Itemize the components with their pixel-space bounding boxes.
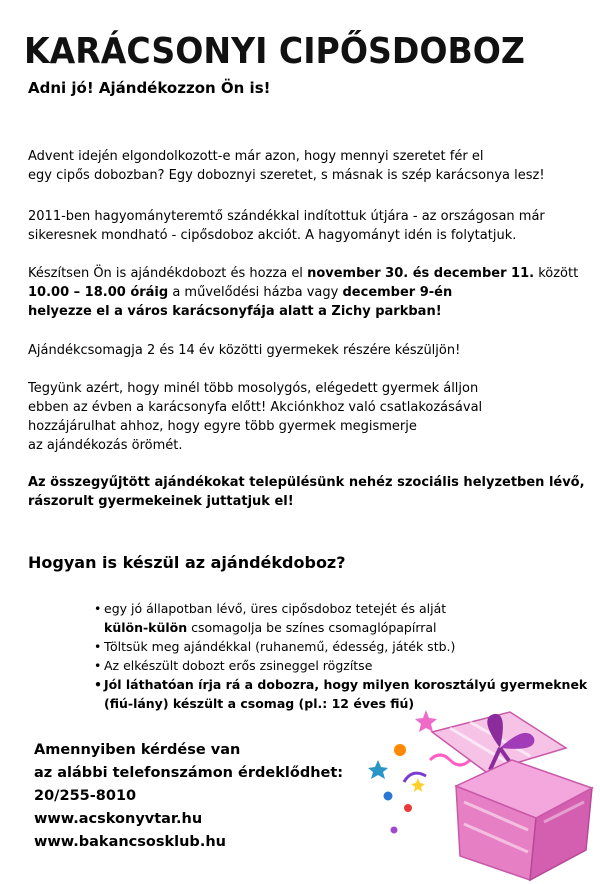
text-line: egy cipős dobozban? Egy doboznyi szeretet, s másnak is szép karácsonya lesz! [28, 168, 545, 183]
text-line: Az elkészült dobozt erős zsineggel rögzítse [104, 658, 373, 673]
text-line: Tegyünk azért, hogy minél több mosolygós, elégedett gyermek álljon [28, 381, 479, 396]
bullet-icon: • [94, 639, 102, 654]
text-line [104, 618, 594, 637]
bullet-icon: • [94, 677, 102, 692]
text-line: Jól láthatóan írja rá a dobozra, hogy milyen korosztályú gyermeknek [104, 677, 588, 692]
confetti-icon [391, 827, 398, 834]
flyer-subtitle: Adni jó! Ajándékozzon Ön is! [28, 79, 271, 97]
text-line: Az összegyűjtött ajándékokat településünk nehéz szociális helyzetben lévő, [28, 475, 585, 490]
text-line: az ajándékozás örömét. [28, 438, 183, 453]
list-item [94, 656, 594, 675]
paragraph-beneficiaries [28, 473, 588, 511]
alt-date: december 9-én [342, 285, 453, 300]
website-link: www.bakancsosklub.hu [34, 834, 226, 850]
paragraph-age: Ajándékcsomagja 2 és 14 év közötti gyermekek részére készüljön! [28, 343, 461, 358]
star-icon [415, 710, 437, 732]
text-line [28, 264, 588, 283]
streamer-icon [404, 773, 426, 782]
text-line: Töltsük meg ajándékkal (ruhanemű, édesség, játék stb.) [104, 639, 456, 654]
bullet-icon: • [94, 601, 102, 616]
paragraph-appeal [28, 379, 588, 455]
contact-block [34, 739, 343, 854]
text-line: sikeresnek mondható - cipősdoboz akciót. A hagyományt idén is folytatjuk. [28, 228, 517, 243]
phone-number: 20/255-8010 [34, 788, 137, 804]
text-line: (fiú-lány) készült a csomag (pl.: 12 éves fiú) [104, 696, 415, 711]
text-segment: Készítsen Ön is ajándékdobozt és hozza el [28, 266, 308, 281]
text-line: Advent idején elgondolkozott-e már azon, hogy mennyi szeretet fér el [28, 149, 484, 164]
text-line [28, 283, 588, 302]
text-line: ebben az évben a karácsonyfa előtt! Akciónkhoz való csatlakozásával [28, 400, 483, 415]
text-line: helyezze el a város karácsonyfája alatt a Zichy parkban! [28, 304, 442, 319]
section-title: Hogyan is készül az ajándékdoboz? [28, 553, 346, 572]
text-line: 2011-ben hagyományteremtő szándékkal indítottuk útjára - az országosan már [28, 209, 545, 224]
text-line: egy jó állapotban lévő, üres cipősdoboz tetejét és alját [104, 601, 447, 616]
text-line: rászorult gyermekeinek juttatjuk el! [28, 494, 294, 509]
text-segment: csomagolja be színes csomaglópapírral [187, 620, 437, 635]
website-link: www.acskonyvtar.hu [34, 811, 203, 827]
confetti-icon [384, 792, 393, 801]
confetti-icon [404, 804, 412, 812]
contact-line: az alábbi telefonszámon érdeklődhet: [34, 765, 344, 781]
contact-line: Amennyiben kérdése van [34, 742, 241, 758]
list-item [94, 599, 594, 637]
text-segment: között [534, 266, 579, 281]
paragraph-dates [28, 264, 588, 321]
date-range: november 30. és december 11. [307, 266, 535, 281]
confetti-icon [394, 744, 406, 756]
star-icon [411, 778, 425, 792]
opening-hours: 10.00 – 18.00 óráig [28, 285, 169, 300]
flyer-title: KARÁCSONYI CIPŐSDOBOZ [24, 31, 525, 72]
text-segment: a művelődési házba vagy [168, 285, 343, 300]
list-item [94, 637, 594, 656]
text-segment: külön-külön [104, 620, 188, 635]
text-line: hozzájárulhat ahhoz, hogy egyre több gyermek megismerje [28, 419, 417, 434]
paragraph-tradition [28, 207, 588, 245]
gift-box-illustration [360, 690, 600, 884]
paragraph-intro [28, 147, 588, 185]
star-icon [368, 760, 388, 779]
bullet-icon: • [94, 658, 102, 673]
